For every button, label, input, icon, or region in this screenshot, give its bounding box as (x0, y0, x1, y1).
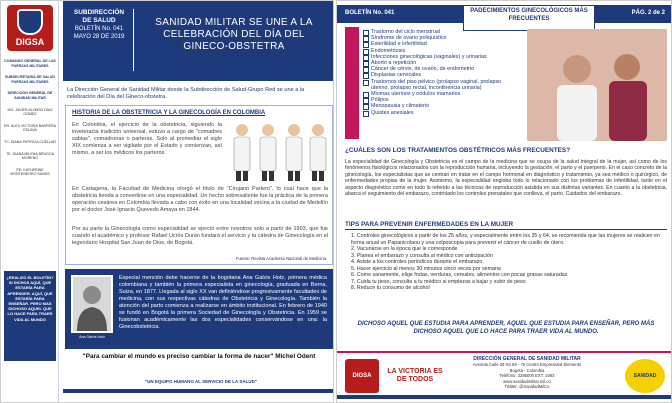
history-section (65, 105, 333, 265)
list-item: Esterilidad e infertilidad (363, 41, 513, 47)
bulletin-number: BOLETÍN No. 041 (74, 26, 124, 32)
page-header (63, 1, 334, 81)
list-item: Pólipos (363, 97, 513, 103)
portrait-caption: Ana Galvis Hotz (79, 335, 105, 339)
bio-section (65, 269, 333, 349)
list-item: Quistes anexiales (363, 110, 513, 116)
footer-bar (337, 395, 672, 399)
footer-bar (63, 389, 334, 393)
logo-text: DIGSA (15, 37, 45, 47)
sidebar-item: SUBSECRETARIA DE SALUD FUERZAS MILITARES (5, 75, 55, 84)
treatments-text: La especialidad de Ginecología y Obstetricia es el campo de la medicina que se ocupa de la salud integral de la mujer, así como de los fenómenos fisiológicos relacionados con la reproducción humana, incluyendo la gestación, el parto y el puerperio. En el caso concreto de la ginecología, los especialistas que se centran en tratar en el campo hormonal en diagnóstico y tratamiento, ya sea médico o quirúrgico, de enfermedades propias de la mujer. Asimismo, la especialidad engloba todo lo relacionado con los problemas de infertilidad, tanto en el aspecto diagnóstico como en todo lo referido a las técnicas de reproducción asistida en sus distintas variantes. En cuanto a la obstetricia, abarca el seguimiento del embarazo, controlado los controles prenatales que conlleva, el parto. Cuidados del embarazo. (345, 159, 667, 198)
tip-item: 4. Asiste a los controles periódicos durante el embarazo (351, 259, 483, 265)
sidebar-item: PD. KATHERINE MONTENEGRO SANDS (10, 167, 50, 177)
bulletin-page-2 (336, 0, 672, 403)
page-number: PÁG. 2 de 2 (631, 10, 665, 16)
website-link[interactable]: www.sanidadmilitar.mil.co (503, 378, 551, 384)
tip-item: 7. Cuida tu peso, consulta a tu médico si empiezas a bajar y subir de peso (351, 278, 526, 285)
tip-item: 2. Vacunarse en la época que le corresponde (351, 246, 458, 252)
bulletin-page-1 (0, 0, 334, 403)
list-item: Endometriosis (363, 48, 513, 54)
portrait-icon (73, 277, 111, 331)
sidebar-motto-box: ¿REALIZÓ EL BOLETÍN? SI DICHOS AQUÍ, QUE ESTARÍA PARA APRENDER. AQUÍ, QUE ESTARÍA PARA ENSEÑAR. PERO MAS DICHOSO AQUEL QUE LO HACE PARA TRAER VIDA AL MUNDO (4, 271, 56, 361)
sidebar-item: TE. DIANA MILENA BENGOA MORENO (6, 151, 54, 161)
section-title: PADECIMIENTOS GINECOLÓGICOS MÁS FRECUENTES (463, 5, 595, 31)
victoria-logo: LA VICTORIA ES DE TODOS (387, 368, 443, 383)
tip-item: 6. Come sanamente, elige frutas, verduras, cereales, alimentos con pocas grasas saturadas (351, 272, 568, 278)
page2-header (337, 5, 672, 23)
history-paragraph: En Cartagena, la Facultad de Medicina otorgó el título de "Cirujano Partero", lo cual hace que la obstetricia tienda a convertirse en una especialidad. Un hecho sobresaliente fue la práctica de la primera operación cesárea en Colombia llevada a cabo con éxito en una localidad vecina a la ciudad de Medellín por el doctor José Ignacio Quevedo Amaya en 1844. (72, 186, 328, 213)
header-meta (69, 9, 129, 41)
history-paragraph: En Colombia, el ejercicio de la obstetricia, siguiendo la inveteracia tradición universal, estuvo a cargo de "comadres sabias", comadronas o parteras. Solo al promediar el siglo XIX comienza a ser vigilado por el Estado y comienzan, así mismo, a ser los médicos los parteros. (72, 122, 222, 156)
header-divider (133, 9, 134, 71)
sanidad-seal: SANIDAD (625, 359, 665, 393)
portrait-photo (71, 275, 113, 333)
sidebar-item: DR. ALEX VICTORIA BARRERA ESLAVA (3, 123, 57, 133)
tip-item: 3. Planea el embarazo y consulta al médico con anticipación (351, 252, 493, 259)
list-item: Trastornos del piso pélvico (prolapso vaginal, prolapso uterino, prolapso rectal, incontinencia urinaria) (363, 79, 513, 91)
history-paragraph: Por su parte la Ginecología como especialidad se ejerció entre nosotros solo a partir de 1903, que fue cuando el académico y profesor Rafael Ucrós Durán fundará el servicio y la cátedra de Ginecología en el legendario Hospital San Juan de Dios, de Bogotá. (72, 226, 328, 246)
tip-item: 8. Reduce tu consumo de alcohol (351, 285, 430, 291)
list-item: Infecciones ginecológicas (vaginales) y urinarias (363, 54, 513, 60)
digsa-logo: DIGSA (345, 359, 379, 393)
doctors-illustration (228, 120, 328, 182)
org-name: DIRECCIÓN GENERAL DE SANIDAD MILITAR (473, 356, 581, 362)
doctor-figure (260, 124, 276, 181)
list-item: Cáncer de cérvix, de ovario, de endometrio (363, 66, 513, 72)
list-item: Trastorno del ciclo menstrual (363, 29, 513, 35)
history-title: HISTORIA DE LA OBSTETRICIA Y LA GINECOLOGÍA EN COLOMBIA (72, 110, 266, 116)
sidebar-item: TC. DIANA PATRICIA CUELLAR (4, 139, 56, 144)
tips-list (351, 233, 667, 292)
motto: "UN EQUIPO HUMANO AL SERVICIO DE LA SALUD" (144, 379, 258, 384)
closing-motto: DICHOSO AQUEL QUE ESTUDIA PARA APRENDER, AQUEL QUE ESTUDIA PARA ENSEÑAR, PERO MÁS DICHOSO AQUEL QUE LO HACE PARA TRAER VIDA AL MUNDO. (357, 321, 655, 335)
tip-item: 5. Hacer ejercicio al menos 30 minutos cinco veces por semana (351, 265, 501, 272)
doctor-figure (234, 124, 250, 181)
footer (337, 351, 672, 401)
tip-item: 1. Controles ginecológicos a partir de los 25 años, y especialmente entre los 35 y 64, se recomienda que las mujeres se realicen en forma anual un Papanicolaou y una colposcopia para prevenir el cáncer de cuello de útero. (351, 233, 660, 246)
conditions-list (363, 29, 513, 116)
city: Bogotá - Colombia (509, 367, 545, 373)
list-item: Aborto a repetición (363, 60, 513, 66)
sidebar (1, 1, 59, 403)
sidebar-item: COMANDO GENERAL DE LAS FUERZAS MILITARES (4, 59, 56, 68)
bulletin-date: MAYO 28 DE 2019 (73, 34, 125, 40)
source-note: Fuente: Revista Academia Nacional de Medicina (235, 256, 326, 261)
doctor-patient-image (527, 29, 667, 141)
dept-name: SUBDIRECCIÓN DE SALUD (73, 9, 125, 24)
address: Avenida Calle 26 No 69 - 76 Centro Empresarial Elemento (472, 362, 582, 368)
bulletin-number: BOLETÍN No. 041 (345, 10, 395, 16)
patient-photo (527, 29, 667, 141)
list-item: Miomas uterinos y nódulos mamarios (363, 91, 513, 97)
shield-icon (17, 9, 43, 35)
sidebar-list (3, 59, 57, 184)
intro-text: La Dirección General de Sanidad Militar desde la Subdirección de Salud-Grupo Red se une a la celebración del Día del Gineco-obstetra. (67, 87, 305, 100)
page-title: SANIDAD MILITAR SE UNE A LA CELEBRACIÓN DEL DÍA DEL GINECO-OBSTETRA (155, 17, 313, 52)
sidebar-item: MG. JAVIER ALONSO DÍAZ GÓMEZ (7, 107, 53, 117)
doctor-figure (310, 124, 326, 181)
treatments-title: ¿CUÁLES SON LOS TRATAMIENTOS OBSTÉTRICOS MÁS FRECUENTES? (345, 147, 571, 154)
digsa-logo (7, 5, 53, 51)
contact-info (457, 357, 597, 389)
bio-text: Especial mención debe hacerse de la bogotana Ana Galvis Hotz, primera médica colombiana y también la primera especialista en ginecología, graduada en Berna, Suiza, en 1877. Llegada al siglo XX van definiéndose progresivamente facultades de medicina, con sus respectivas cátedras de Obstetricia y Ginecología. También la atención del parto comienza a realizarse en ámbito institucional. En febrero de 1940 se fundó en Bogotá la primera Sociedad de Ginecología y Obstetricia. En 1959 se fusionan académicamente las dos especialidades conservándose en una: la Ginecobstetricia. (119, 275, 327, 330)
doctor-figure (286, 124, 302, 181)
twitter-handle[interactable]: Twitter: @SanidadMilCo (504, 384, 550, 390)
decorative-strip (345, 27, 359, 139)
list-item: Displasias cervicales (363, 72, 513, 78)
quote: "Para cambiar el mundo es preciso cambiar la forma de nacer" Michel Odent (82, 353, 316, 360)
list-item: Menopausia y climaterio (363, 103, 513, 109)
tips-title: TIPS PARA PREVENIR ENFERMEDADES EN LA MUJER (345, 221, 667, 230)
list-item: Síndrome de ovario poliquístico (363, 35, 513, 41)
phone: Teléfono: 3286000 EXT. 1063 (499, 373, 555, 379)
sidebar-item: DIRECCIÓN GENERAL DE SANIDAD MILITAR (7, 91, 53, 100)
